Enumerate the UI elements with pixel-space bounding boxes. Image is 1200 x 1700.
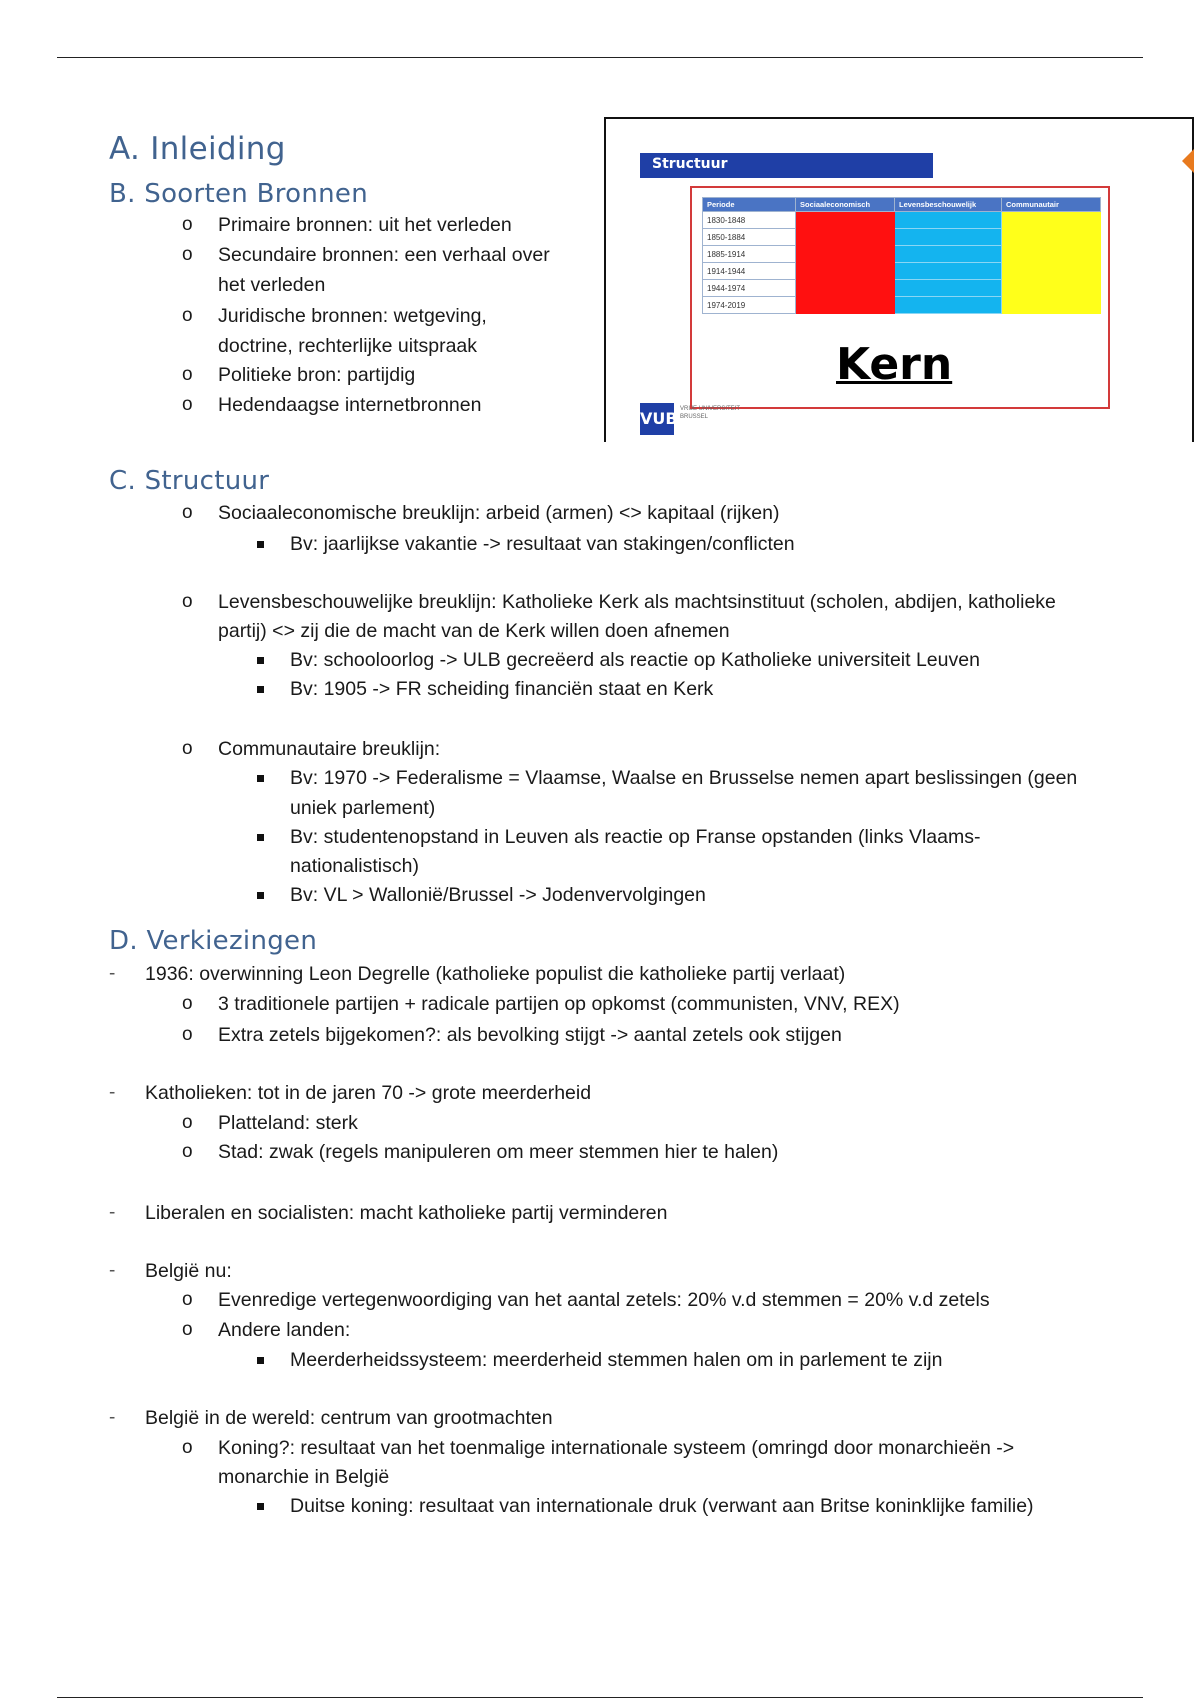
heading-b: B. Soorten Bronnen	[109, 179, 369, 209]
list-item: Bv: schooloorlog -> ULB gecreëerd als reactie op Katholieke universiteit Leuven	[290, 649, 980, 671]
table-header: Periode	[703, 198, 796, 212]
list-item-continuation: het verleden	[218, 274, 326, 296]
table-header: Sociaaleconomisch	[796, 198, 895, 212]
heading-c: C. Structuur	[109, 466, 270, 496]
top-rule	[57, 57, 1143, 58]
slide-image	[604, 117, 1194, 442]
period-cell: 1885-1914	[703, 246, 796, 263]
bullet-circle: o	[182, 1319, 193, 1340]
list-item: België in de wereld: centrum van grootmachten	[145, 1407, 553, 1429]
bullet-circle: o	[182, 1024, 193, 1045]
bullet-square	[257, 541, 264, 548]
table-header: Levensbeschouwelijk	[895, 198, 1002, 212]
bullet-circle: o	[182, 394, 193, 415]
list-item: Bv: 1970 -> Federalisme = Vlaamse, Waalse en Brusselse nemen apart beslissingen (geen	[290, 767, 1078, 789]
vub-logo-mark: VUB	[640, 403, 674, 435]
list-item: Meerderheidssysteem: meerderheid stemmen halen om in parlement te zijn	[290, 1349, 943, 1371]
list-item: 3 traditionele partijen + radicale partijen op opkomst (communisten, VNV, REX)	[218, 993, 900, 1015]
bullet-dash: -	[109, 1260, 116, 1281]
list-item: Politieke bron: partijdig	[218, 364, 416, 386]
list-item: Bv: jaarlijkse vakantie -> resultaat van stakingen/conflicten	[290, 533, 795, 555]
period-cell: 1830-1848	[703, 212, 796, 229]
bullet-circle: o	[182, 1289, 193, 1310]
bullet-dash: -	[109, 963, 116, 984]
list-item: Katholieken: tot in de jaren 70 -> grote meerderheid	[145, 1082, 592, 1104]
bullet-circle: o	[182, 1437, 193, 1458]
slide-kern-label: Kern	[836, 339, 953, 390]
bullet-square	[257, 686, 264, 693]
list-item: Levensbeschouwelijke breuklijn: Katholieke Kerk als machtsinstituut (scholen, abdijen, katholieke	[218, 591, 1056, 613]
list-item-continuation: nationalistisch)	[290, 855, 419, 877]
list-item: 1936: overwinning Leon Degrelle (katholieke populist die katholieke partij verlaat)	[145, 963, 846, 985]
list-item: Sociaaleconomische breuklijn: arbeid (armen) <> kapitaal (rijken)	[218, 502, 780, 524]
table-row	[703, 280, 1101, 297]
bullet-circle: o	[182, 1112, 193, 1133]
list-item: Bv: studentenopstand in Leuven als reactie op Franse opstanden (links Vlaams-	[290, 826, 981, 848]
vub-logo-subtitle: VRIJE UNIVERSITEIT BRUSSEL	[680, 406, 740, 420]
period-cell: 1944-1974	[703, 280, 796, 297]
list-item: Evenredige vertegenwoordiging van het aantal zetels: 20% v.d stemmen = 20% v.d zetels	[218, 1289, 990, 1311]
bullet-circle: o	[182, 1141, 193, 1162]
bullet-circle: o	[182, 305, 193, 326]
slide-title-bar	[640, 153, 933, 178]
list-item-continuation: partij) <> zij die de macht van de Kerk willen doen afnemen	[218, 620, 730, 642]
period-cell: 1974-2019	[703, 297, 796, 314]
table-row	[703, 297, 1101, 314]
list-item: België nu:	[145, 1260, 232, 1282]
table-row	[703, 229, 1101, 246]
table-row	[703, 212, 1101, 229]
list-item: Communautaire breuklijn:	[218, 738, 441, 760]
list-item-continuation: doctrine, rechterlijke uitspraak	[218, 335, 478, 357]
slide-table	[702, 197, 1101, 314]
bullet-circle: o	[182, 214, 193, 235]
bullet-circle: o	[182, 244, 193, 265]
bullet-circle: o	[182, 591, 193, 612]
bullet-circle: o	[182, 993, 193, 1014]
list-item: Primaire bronnen: uit het verleden	[218, 214, 512, 236]
slide-title: Structuur	[652, 156, 728, 172]
list-item: Platteland: sterk	[218, 1112, 358, 1134]
bullet-square	[257, 892, 264, 899]
list-item: Hedendaagse internetbronnen	[218, 394, 482, 416]
table-row	[703, 246, 1101, 263]
list-item: Andere landen:	[218, 1319, 351, 1341]
list-item: Liberalen en socialisten: macht katholieke partij verminderen	[145, 1202, 668, 1224]
bullet-square	[257, 1357, 264, 1364]
corner-triangle-icon	[1182, 149, 1194, 173]
bottom-rule	[57, 1697, 1143, 1698]
period-cell: 1850-1884	[703, 229, 796, 246]
bullet-dash: -	[109, 1407, 116, 1428]
bullet-circle: o	[182, 364, 193, 385]
bullet-square	[257, 1503, 264, 1510]
bullet-circle: o	[182, 738, 193, 759]
bullet-square	[257, 834, 264, 841]
table-header: Communautair	[1002, 198, 1101, 212]
list-item: Stad: zwak (regels manipuleren om meer stemmen hier te halen)	[218, 1141, 779, 1163]
list-item-continuation: uniek parlement)	[290, 797, 436, 819]
bullet-square	[257, 657, 264, 664]
list-item: Juridische bronnen: wetgeving,	[218, 305, 487, 327]
list-item: Duitse koning: resultaat van internationale druk (verwant aan Britse koninklijke familie)	[290, 1495, 1034, 1517]
list-item: Bv: 1905 -> FR scheiding financiën staat en Kerk	[290, 678, 714, 700]
list-item: Extra zetels bijgekomen?: als bevolking stijgt -> aantal zetels ook stijgen	[218, 1024, 842, 1046]
table-row	[703, 263, 1101, 280]
bullet-square	[257, 775, 264, 782]
bullet-dash: -	[109, 1202, 116, 1223]
bullet-circle: o	[182, 502, 193, 523]
heading-a: A. Inleiding	[109, 131, 286, 167]
list-item: Bv: VL > Wallonië/Brussel -> Jodenvervolgingen	[290, 884, 706, 906]
heading-d: D. Verkiezingen	[109, 926, 318, 956]
list-item-continuation: monarchie in België	[218, 1466, 390, 1488]
bullet-dash: -	[109, 1082, 116, 1103]
period-cell: 1914-1944	[703, 263, 796, 280]
list-item: Koning?: resultaat van het toenmalige internationale systeem (omringd door monarchieën ->	[218, 1437, 1015, 1459]
list-item: Secundaire bronnen: een verhaal over	[218, 244, 550, 266]
